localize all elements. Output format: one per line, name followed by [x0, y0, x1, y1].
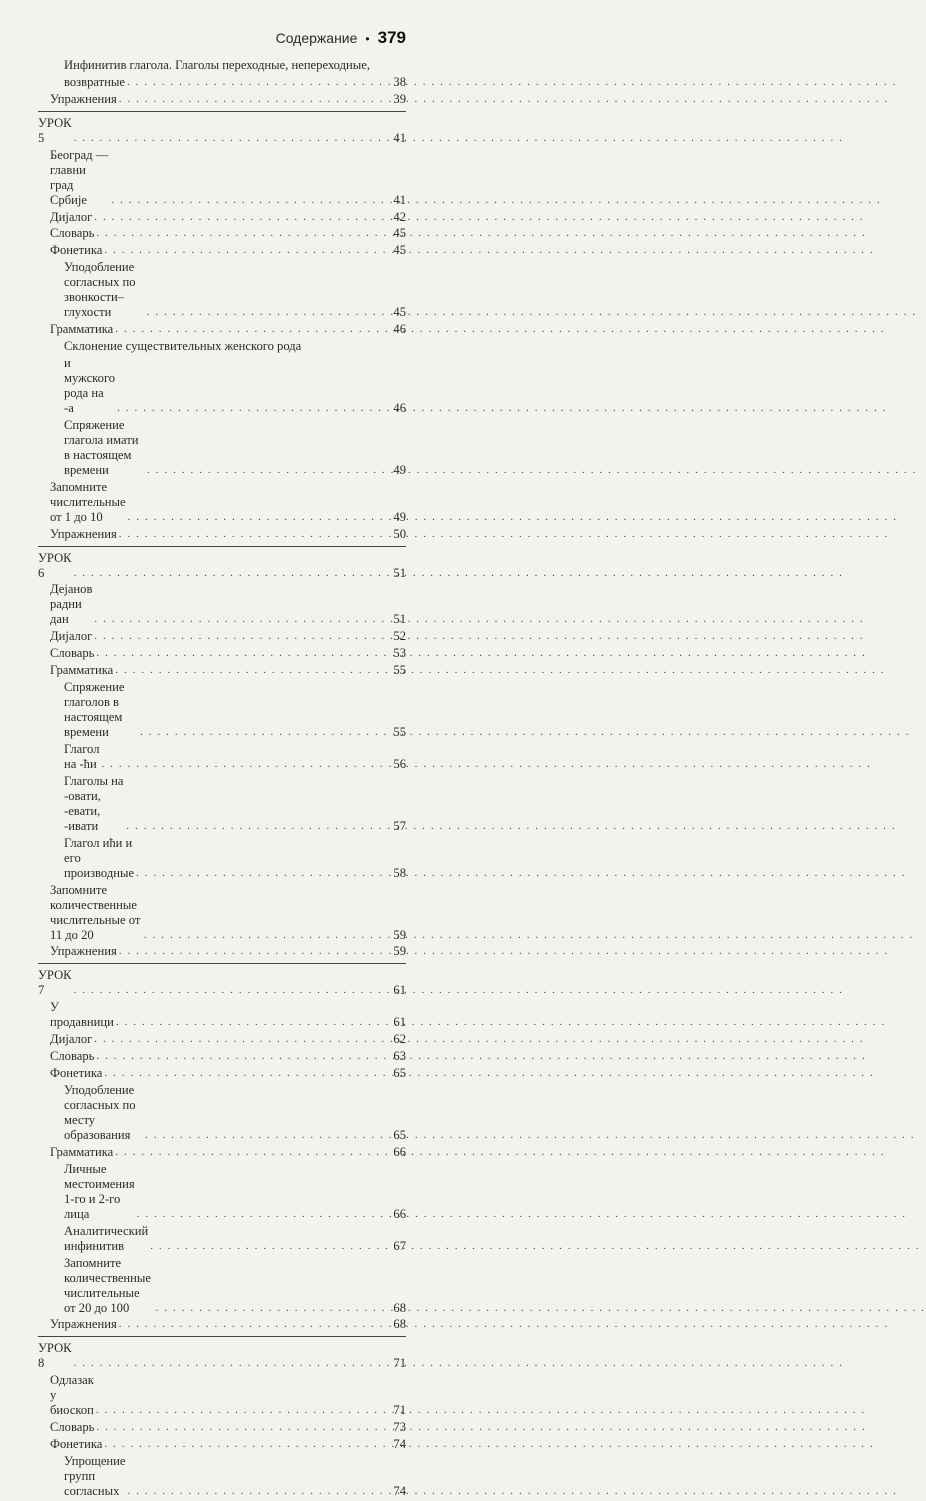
- page-number: 379: [377, 28, 406, 47]
- dot-leader: [74, 983, 390, 998]
- section-divider: [38, 111, 406, 112]
- toc-entry-label: Аналитический инфинитив: [64, 1223, 149, 1253]
- dot-leader: [136, 866, 390, 881]
- running-header: [276, 28, 406, 48]
- toc-entry-label: Уподобление согласных по месту образования: [64, 1082, 136, 1142]
- toc-entry[interactable]: [38, 1162, 406, 1222]
- toc-page-number: 71: [393, 1356, 406, 1371]
- dot-leader: [140, 725, 390, 740]
- toc-page-number: 58: [393, 865, 406, 880]
- toc-page-number: 62: [393, 1032, 406, 1047]
- toc-page-number: 51: [393, 565, 406, 580]
- toc-entry-label: Словарь: [50, 1049, 95, 1064]
- toc-entry[interactable]: [38, 92, 406, 107]
- toc-entry-label: возвратные: [64, 74, 125, 89]
- toc-entry-label: У продавници: [50, 1000, 114, 1030]
- dot-leader: [147, 305, 390, 320]
- dot-leader: [117, 401, 390, 416]
- toc-entry-label: Дејанов радни дан: [50, 582, 93, 627]
- toc-page-number: 61: [393, 1015, 406, 1030]
- toc-page-number: 74: [393, 1483, 406, 1498]
- toc-entry-label: Дијалог: [50, 629, 93, 644]
- toc-page-number: 65: [393, 1066, 406, 1081]
- toc-entry[interactable]: [38, 646, 406, 661]
- toc-page-number: 42: [393, 209, 406, 224]
- dot-leader: [101, 757, 390, 772]
- dot-leader: [96, 226, 390, 241]
- dot-leader: [127, 75, 390, 90]
- toc-entry-label: Запомните числительные от 1 до 10: [50, 479, 126, 524]
- toc-entry[interactable]: [38, 1373, 406, 1418]
- section-divider: [38, 963, 406, 964]
- toc-entry-label: Словарь: [50, 646, 95, 661]
- toc-page-number: 41: [393, 192, 406, 207]
- toc-entry-label: Грамматика: [50, 1144, 114, 1159]
- toc-entry[interactable]: [38, 1066, 406, 1081]
- dot-leader: [128, 1484, 391, 1499]
- toc-entry[interactable]: [38, 680, 406, 740]
- toc-entry[interactable]: [38, 944, 406, 959]
- toc-entry-label: Београд — главни град Србије: [50, 147, 109, 207]
- toc-page-number: 46: [393, 400, 406, 415]
- toc-entry-label: Запомните количественные числительные от 11 до 20: [50, 882, 141, 942]
- dot-leader: [96, 1049, 390, 1064]
- dot-leader: [96, 1403, 390, 1418]
- toc-entry-label: Фонетика: [50, 1066, 103, 1081]
- toc-page-number: 71: [393, 1403, 406, 1418]
- toc-page-number: 45: [393, 226, 406, 241]
- section-divider: [38, 546, 406, 547]
- toc-entry-text-line: Инфинитив глагола. Глаголы переходные, непереходные,: [64, 58, 370, 72]
- toc-entry-label: Упражнения: [50, 91, 117, 106]
- toc-entry-label: Словарь: [50, 226, 95, 241]
- toc-entry-label: Грамматика: [50, 322, 114, 337]
- table-of-contents: [38, 58, 406, 1501]
- toc-entry[interactable]: [38, 629, 406, 644]
- toc-entry-label: Глагол на -ћи: [64, 741, 100, 771]
- dot-leader: [137, 1207, 390, 1222]
- toc-page-number: 52: [393, 629, 406, 644]
- toc-entry[interactable]: [38, 582, 406, 627]
- toc-entry[interactable]: [38, 1256, 406, 1316]
- dot-leader: [94, 210, 390, 225]
- toc-page-number: 51: [393, 612, 406, 627]
- toc-entry[interactable]: [38, 418, 406, 478]
- toc-page-number: 39: [393, 91, 406, 106]
- toc-entry-label: УРОК 8: [38, 1341, 72, 1371]
- toc-entry[interactable]: [38, 75, 406, 90]
- dot-leader: [74, 1356, 390, 1371]
- dot-leader: [147, 463, 390, 478]
- dot-leader: [128, 510, 390, 525]
- toc-entry-label: УРОК 7: [38, 968, 72, 998]
- dot-leader: [74, 566, 390, 581]
- toc-entry-label: и мужского рода на -а: [64, 355, 116, 415]
- dot-leader: [150, 1239, 390, 1254]
- toc-lesson-heading[interactable]: [38, 1341, 406, 1371]
- toc-entry[interactable]: [38, 1454, 406, 1499]
- toc-entry[interactable]: [38, 1032, 406, 1047]
- toc-entry-label: Спряжение глаголов в настоящем времени: [64, 680, 125, 740]
- toc-entry[interactable]: [38, 883, 406, 943]
- toc-entry-label: Запомните количественные числительные от 20 до 100: [64, 1255, 151, 1315]
- dot-leader: [116, 1015, 390, 1030]
- toc-entry-label: Упражнения: [50, 526, 117, 541]
- toc-page-number: 63: [393, 1049, 406, 1064]
- toc-entry[interactable]: [38, 148, 406, 208]
- toc-entry-label: Спряжение глагола имати в настоящем времени: [64, 417, 139, 477]
- dot-leader: [115, 663, 390, 678]
- toc-entry[interactable]: [38, 322, 406, 337]
- toc-entry[interactable]: [38, 1145, 406, 1160]
- toc-entry[interactable]: [38, 663, 406, 678]
- toc-page-number: 55: [393, 663, 406, 678]
- toc-lesson-heading[interactable]: [38, 551, 406, 581]
- toc-page-number: 66: [393, 1144, 406, 1159]
- toc-entry[interactable]: [38, 1420, 406, 1435]
- toc-entry-text-line: Склонение существительных женского рода: [64, 339, 302, 354]
- toc-page-number: 41: [393, 130, 406, 145]
- toc-page-number: 53: [393, 646, 406, 661]
- toc-entry[interactable]: [38, 226, 406, 241]
- toc-entry-label: Фонетика: [50, 1437, 103, 1452]
- toc-entry[interactable]: [38, 742, 406, 772]
- dot-leader: [74, 131, 390, 146]
- dot-leader: [104, 1066, 390, 1081]
- book-page: [0, 0, 450, 1498]
- toc-entry[interactable]: [38, 774, 406, 834]
- toc-entry-label: Упрощение групп согласных: [64, 1453, 126, 1498]
- dot-leader: [96, 1420, 390, 1435]
- dot-leader: [119, 527, 390, 542]
- toc-page-number: 59: [393, 927, 406, 942]
- toc-entry[interactable]: [38, 1049, 406, 1064]
- dot-leader: [104, 1437, 390, 1452]
- toc-entry[interactable]: [38, 210, 406, 225]
- dot-leader: [96, 646, 390, 661]
- dot-leader: [115, 322, 390, 337]
- toc-page-number: 38: [393, 74, 406, 89]
- toc-entry-label: УРОК 5: [38, 115, 72, 145]
- toc-page-number: 45: [393, 243, 406, 258]
- toc-entry[interactable]: [38, 1224, 406, 1254]
- toc-entry[interactable]: [38, 243, 406, 258]
- dot-leader: [94, 1032, 390, 1047]
- dot-leader: [119, 944, 390, 959]
- toc-page-number: 68: [393, 1300, 406, 1315]
- toc-page-number: 55: [393, 725, 406, 740]
- toc-entry-label: Дијалог: [50, 209, 93, 224]
- dot-leader: [126, 819, 390, 834]
- toc-entry-label: Глаголы на -овати, -евати, -ивати: [64, 773, 124, 833]
- toc-entry[interactable]: [38, 260, 406, 320]
- toc-entry-label: Личные местоимения 1-го и 2-го лица: [64, 1161, 135, 1221]
- toc-page-number: 56: [393, 756, 406, 771]
- toc-entry-label: УРОК 6: [38, 550, 72, 580]
- toc-page-number: 59: [393, 944, 406, 959]
- toc-entry[interactable]: [38, 356, 406, 416]
- toc-page-number: 45: [393, 305, 406, 320]
- toc-entry-label: Глагол ићи и его производные: [64, 835, 135, 880]
- toc-entry[interactable]: [38, 1437, 406, 1452]
- toc-entry-label: Дијалог: [50, 1032, 93, 1047]
- bullet-separator: •: [365, 32, 370, 46]
- toc-page-number: 46: [393, 322, 406, 337]
- dot-leader: [111, 193, 390, 208]
- toc-page-number: 65: [393, 1127, 406, 1142]
- dot-leader: [104, 243, 390, 258]
- dot-leader: [145, 1128, 390, 1143]
- dot-leader: [144, 928, 390, 943]
- dot-leader: [94, 612, 390, 627]
- toc-page-number: 49: [393, 462, 406, 477]
- dot-leader: [119, 92, 390, 107]
- toc-lesson-heading[interactable]: [38, 116, 406, 146]
- dot-leader: [115, 1145, 390, 1160]
- dot-leader: [119, 1317, 390, 1332]
- toc-lesson-heading[interactable]: [38, 968, 406, 998]
- toc-page-number: 57: [393, 818, 406, 833]
- toc-entry-label: Фонетика: [50, 243, 103, 258]
- toc-page-number: 74: [393, 1437, 406, 1452]
- toc-page-number: 61: [393, 983, 406, 998]
- toc-entry-label: Уподобление согласных по звонкости–глухости: [64, 260, 136, 320]
- toc-page-number: 49: [393, 509, 406, 524]
- toc-entry[interactable]: [38, 836, 406, 881]
- toc-page-number: 50: [393, 526, 406, 541]
- dot-leader: [94, 629, 390, 644]
- toc-entry[interactable]: [38, 1000, 406, 1030]
- toc-entry[interactable]: [38, 527, 406, 542]
- toc-entry-label: Словарь: [50, 1420, 95, 1435]
- toc-entry-label: Упражнения: [50, 944, 117, 959]
- dot-leader: [156, 1301, 390, 1316]
- toc-page-number: 68: [393, 1317, 406, 1332]
- section-divider: [38, 1336, 406, 1337]
- toc-entry[interactable]: [38, 1317, 406, 1332]
- toc-page-number: 66: [393, 1206, 406, 1221]
- toc-entry-label: Грамматика: [50, 663, 114, 678]
- toc-entry-label: Одлазак у биоскоп: [50, 1373, 94, 1418]
- toc-page-number: 67: [393, 1238, 406, 1253]
- toc-entry[interactable]: [38, 1083, 406, 1143]
- toc-page-number: 73: [393, 1420, 406, 1435]
- toc-entry[interactable]: [38, 480, 406, 525]
- running-title: Содержание: [275, 30, 358, 46]
- toc-entry-label: Упражнения: [50, 1317, 117, 1332]
